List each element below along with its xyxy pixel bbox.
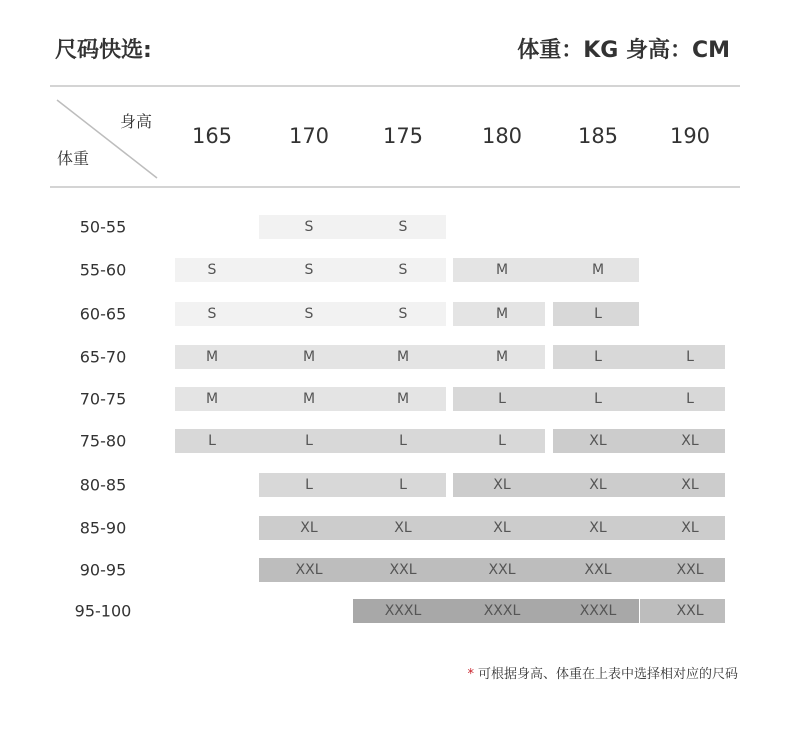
size-cell: XXXL [384, 603, 422, 619]
size-cell: L [498, 391, 506, 407]
size-cell: L [594, 391, 602, 407]
size-cell: M [396, 349, 410, 365]
column-header-height: 165 [191, 124, 233, 148]
size-cell: XL [589, 433, 607, 449]
size-cell: XL [493, 477, 511, 493]
size-cell: XXL [389, 562, 417, 578]
size-bar [259, 215, 446, 239]
size-cell: L [594, 306, 602, 322]
size-cell: L [498, 433, 506, 449]
size-cell: L [686, 391, 694, 407]
size-cell: XL [681, 477, 699, 493]
size-cell: M [495, 306, 509, 322]
size-bar [259, 473, 446, 497]
size-cell: M [495, 349, 509, 365]
size-cell: S [207, 262, 217, 278]
size-cell: M [205, 391, 219, 407]
size-bar [453, 258, 639, 282]
row-label-weight: 65-70 [79, 347, 127, 367]
size-cell: L [399, 433, 407, 449]
size-bar [553, 429, 725, 453]
row-label-weight: 95-100 [74, 601, 132, 621]
size-cell: M [302, 391, 316, 407]
row-label-weight: 80-85 [79, 475, 127, 495]
size-bar [175, 429, 545, 453]
row-label-weight: 75-80 [79, 431, 127, 451]
top-divider [50, 85, 740, 87]
column-header-height: 175 [382, 124, 424, 148]
size-cell: XL [300, 520, 318, 536]
column-header-height: 170 [288, 124, 330, 148]
size-cell: S [304, 262, 314, 278]
row-label-weight: 70-75 [79, 389, 127, 409]
size-cell: S [398, 262, 408, 278]
size-cell: XXL [676, 562, 704, 578]
size-cell: M [205, 349, 219, 365]
row-label-weight: 60-65 [79, 304, 127, 324]
size-cell: S [398, 306, 408, 322]
size-cell: XL [589, 477, 607, 493]
units-label: 体重：KG 身高：CM [517, 38, 730, 63]
size-cell: L [208, 433, 216, 449]
header-divider [50, 186, 740, 188]
size-cell: M [495, 262, 509, 278]
column-header-height: 180 [481, 124, 523, 148]
size-bar [553, 345, 725, 369]
size-cell: M [591, 262, 605, 278]
column-header-height: 190 [669, 124, 711, 148]
size-cell: S [304, 306, 314, 322]
size-cell: XXL [584, 562, 612, 578]
size-cell: XL [493, 520, 511, 536]
footnote-text: 可根据身高、体重在上表中选择相对应的尺码 [477, 667, 738, 682]
row-label-weight: 55-60 [79, 260, 127, 280]
size-cell: S [398, 219, 408, 235]
size-cell: XXL [676, 603, 704, 619]
size-cell: S [207, 306, 217, 322]
size-cell: XXXL [579, 603, 617, 619]
size-bar [453, 387, 725, 411]
size-cell: L [594, 349, 602, 365]
row-label-weight: 50-55 [79, 217, 127, 237]
size-cell: XL [589, 520, 607, 536]
size-cell: XXL [488, 562, 516, 578]
corner-height-label: 身高 [120, 112, 153, 131]
size-cell: S [304, 219, 314, 235]
size-cell: L [686, 349, 694, 365]
size-cell: M [396, 391, 410, 407]
size-cell: L [305, 433, 313, 449]
column-header-height: 185 [577, 124, 619, 148]
footnote [467, 663, 738, 682]
size-cell: M [302, 349, 316, 365]
size-cell: XXL [295, 562, 323, 578]
size-cell: XXXL [483, 603, 521, 619]
size-cell: XL [394, 520, 412, 536]
page-title: 尺码快选: [55, 38, 152, 63]
size-cell: XL [681, 520, 699, 536]
corner-weight-label: 体重 [57, 149, 90, 168]
size-cell: L [399, 477, 407, 493]
size-cell: XL [681, 433, 699, 449]
footnote-mark: * [467, 667, 474, 682]
size-bar [175, 345, 545, 369]
size-cell: L [305, 477, 313, 493]
size-bar [259, 516, 725, 540]
row-label-weight: 90-95 [79, 560, 127, 580]
row-label-weight: 85-90 [79, 518, 127, 538]
